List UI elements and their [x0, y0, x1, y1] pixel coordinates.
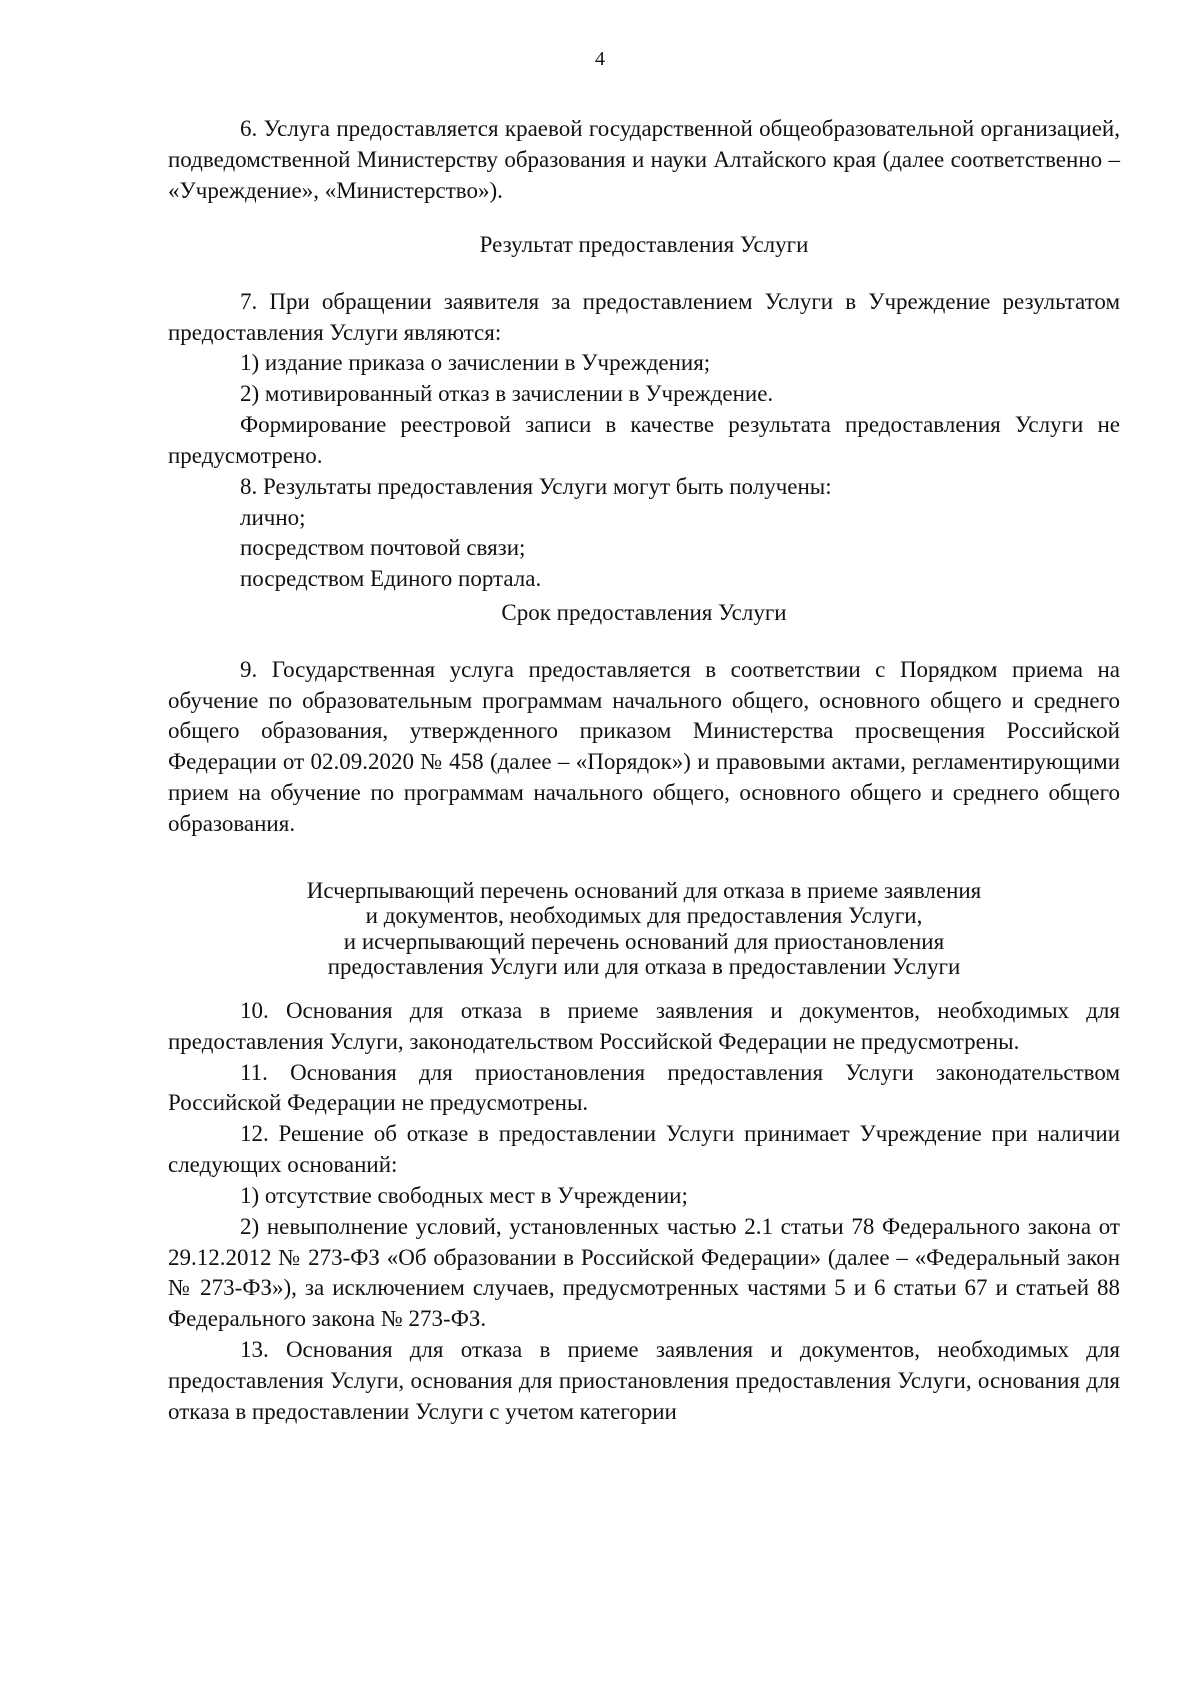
paragraph-9: 9. Государственная услуга предоставляется в соответствии с Порядком приема на обучение по образовательным программам начального общего, основного общего и среднего общего образования, утвержденного приказом Министерства просвещения Российской Федерации от 02.09.2020 № 458 (далее – «Порядок») и правовыми актами, регламентирующими прием на обучение по программам начального общего, основного общего и среднего общего образования. — [168, 656, 1120, 836]
section-term — [168, 598, 1120, 840]
paragraph-10: 10. Основания для отказа в приеме заявления и документов, необходимых для предоставления Услуги, законодательством Российской Федерации не предусмотрены. — [168, 998, 1120, 1054]
paragraph-8-item-2: посредством почтовой связи; — [240, 535, 526, 561]
page-number: 4 — [595, 48, 605, 70]
section-service-provider — [168, 114, 1120, 206]
paragraph-8-item-3: посредством Единого портала. — [240, 566, 542, 592]
heading-refusal-line-1: Исчерпывающий перечень оснований для отказа в приеме заявления — [306, 878, 982, 903]
heading-refusal-line-3: и исчерпывающий перечень оснований для приостановления — [343, 928, 945, 954]
paragraph-8: 8. Результаты предоставления Услуги могут быть получены: — [240, 473, 832, 499]
paragraph-7-note: Формирование реестровой записи в качестве результата предоставления Услуги не предусмотрено. — [168, 412, 1120, 468]
paragraph-12-item-2: 2) невыполнение условий, установленных частью 2.1 статьи 78 Федерального закона от 29.12.2012 № 273-ФЗ «Об образовании в Российской Федерации» (далее – «Федеральный закон № 273-ФЗ»), за исключением случаев, предусмотренных частями 5 и 6 статьи 67 и статьей 88 Федерального закона № 273-ФЗ. — [168, 1213, 1120, 1332]
paragraph-7-item-2: 2) мотивированный отказ в зачислении в Учреждение. — [240, 381, 774, 407]
paragraph-11: 11. Основания для приостановления предоставления Услуги законодательством Российской Федерации не предусмотрены. — [168, 1059, 1120, 1116]
paragraph-12: 12. Решение об отказе в предоставлении Услуги принимает Учреждение при наличии следующих оснований: — [168, 1121, 1120, 1178]
section-result — [168, 230, 1120, 595]
section-grounds — [168, 996, 1120, 1427]
paragraph-6: 6. Услуга предоставляется краевой государственной общеобразовательной организацией, подведомственной Министерству образования и науки Алтайского края (далее соответственно – «Учреждение», «Министерство»). — [168, 116, 1120, 203]
paragraph-7-item-1: 1) издание приказа о зачислении в Учреждения; — [240, 350, 711, 376]
heading-refusal-line-2: и документов, необходимых для предоставления Услуги, — [365, 903, 923, 929]
paragraph-12-item-1: 1) отсутствие свободных мест в Учреждении; — [240, 1182, 688, 1208]
paragraph-13: 13. Основания для отказа в приеме заявления и документов, необходимых для предоставления Услуги, основания для приостановления предоставления Услуги, основания для отказа в предоставлении Услуги с учетом категории — [168, 1336, 1120, 1424]
heading-result: Результат предоставления Услуги — [479, 232, 809, 257]
paragraph-7: 7. При обращении заявителя за предоставлением Услуги в Учреждение результатом предоставления Услуги являются: — [168, 288, 1120, 345]
heading-term: Срок предоставления Услуги — [501, 600, 787, 625]
paragraph-8-item-1: лично; — [240, 504, 306, 530]
section-refusal-grounds — [168, 878, 1120, 979]
heading-refusal-line-4: предоставления Услуги или для отказа в предоставлении Услуги — [327, 953, 961, 979]
